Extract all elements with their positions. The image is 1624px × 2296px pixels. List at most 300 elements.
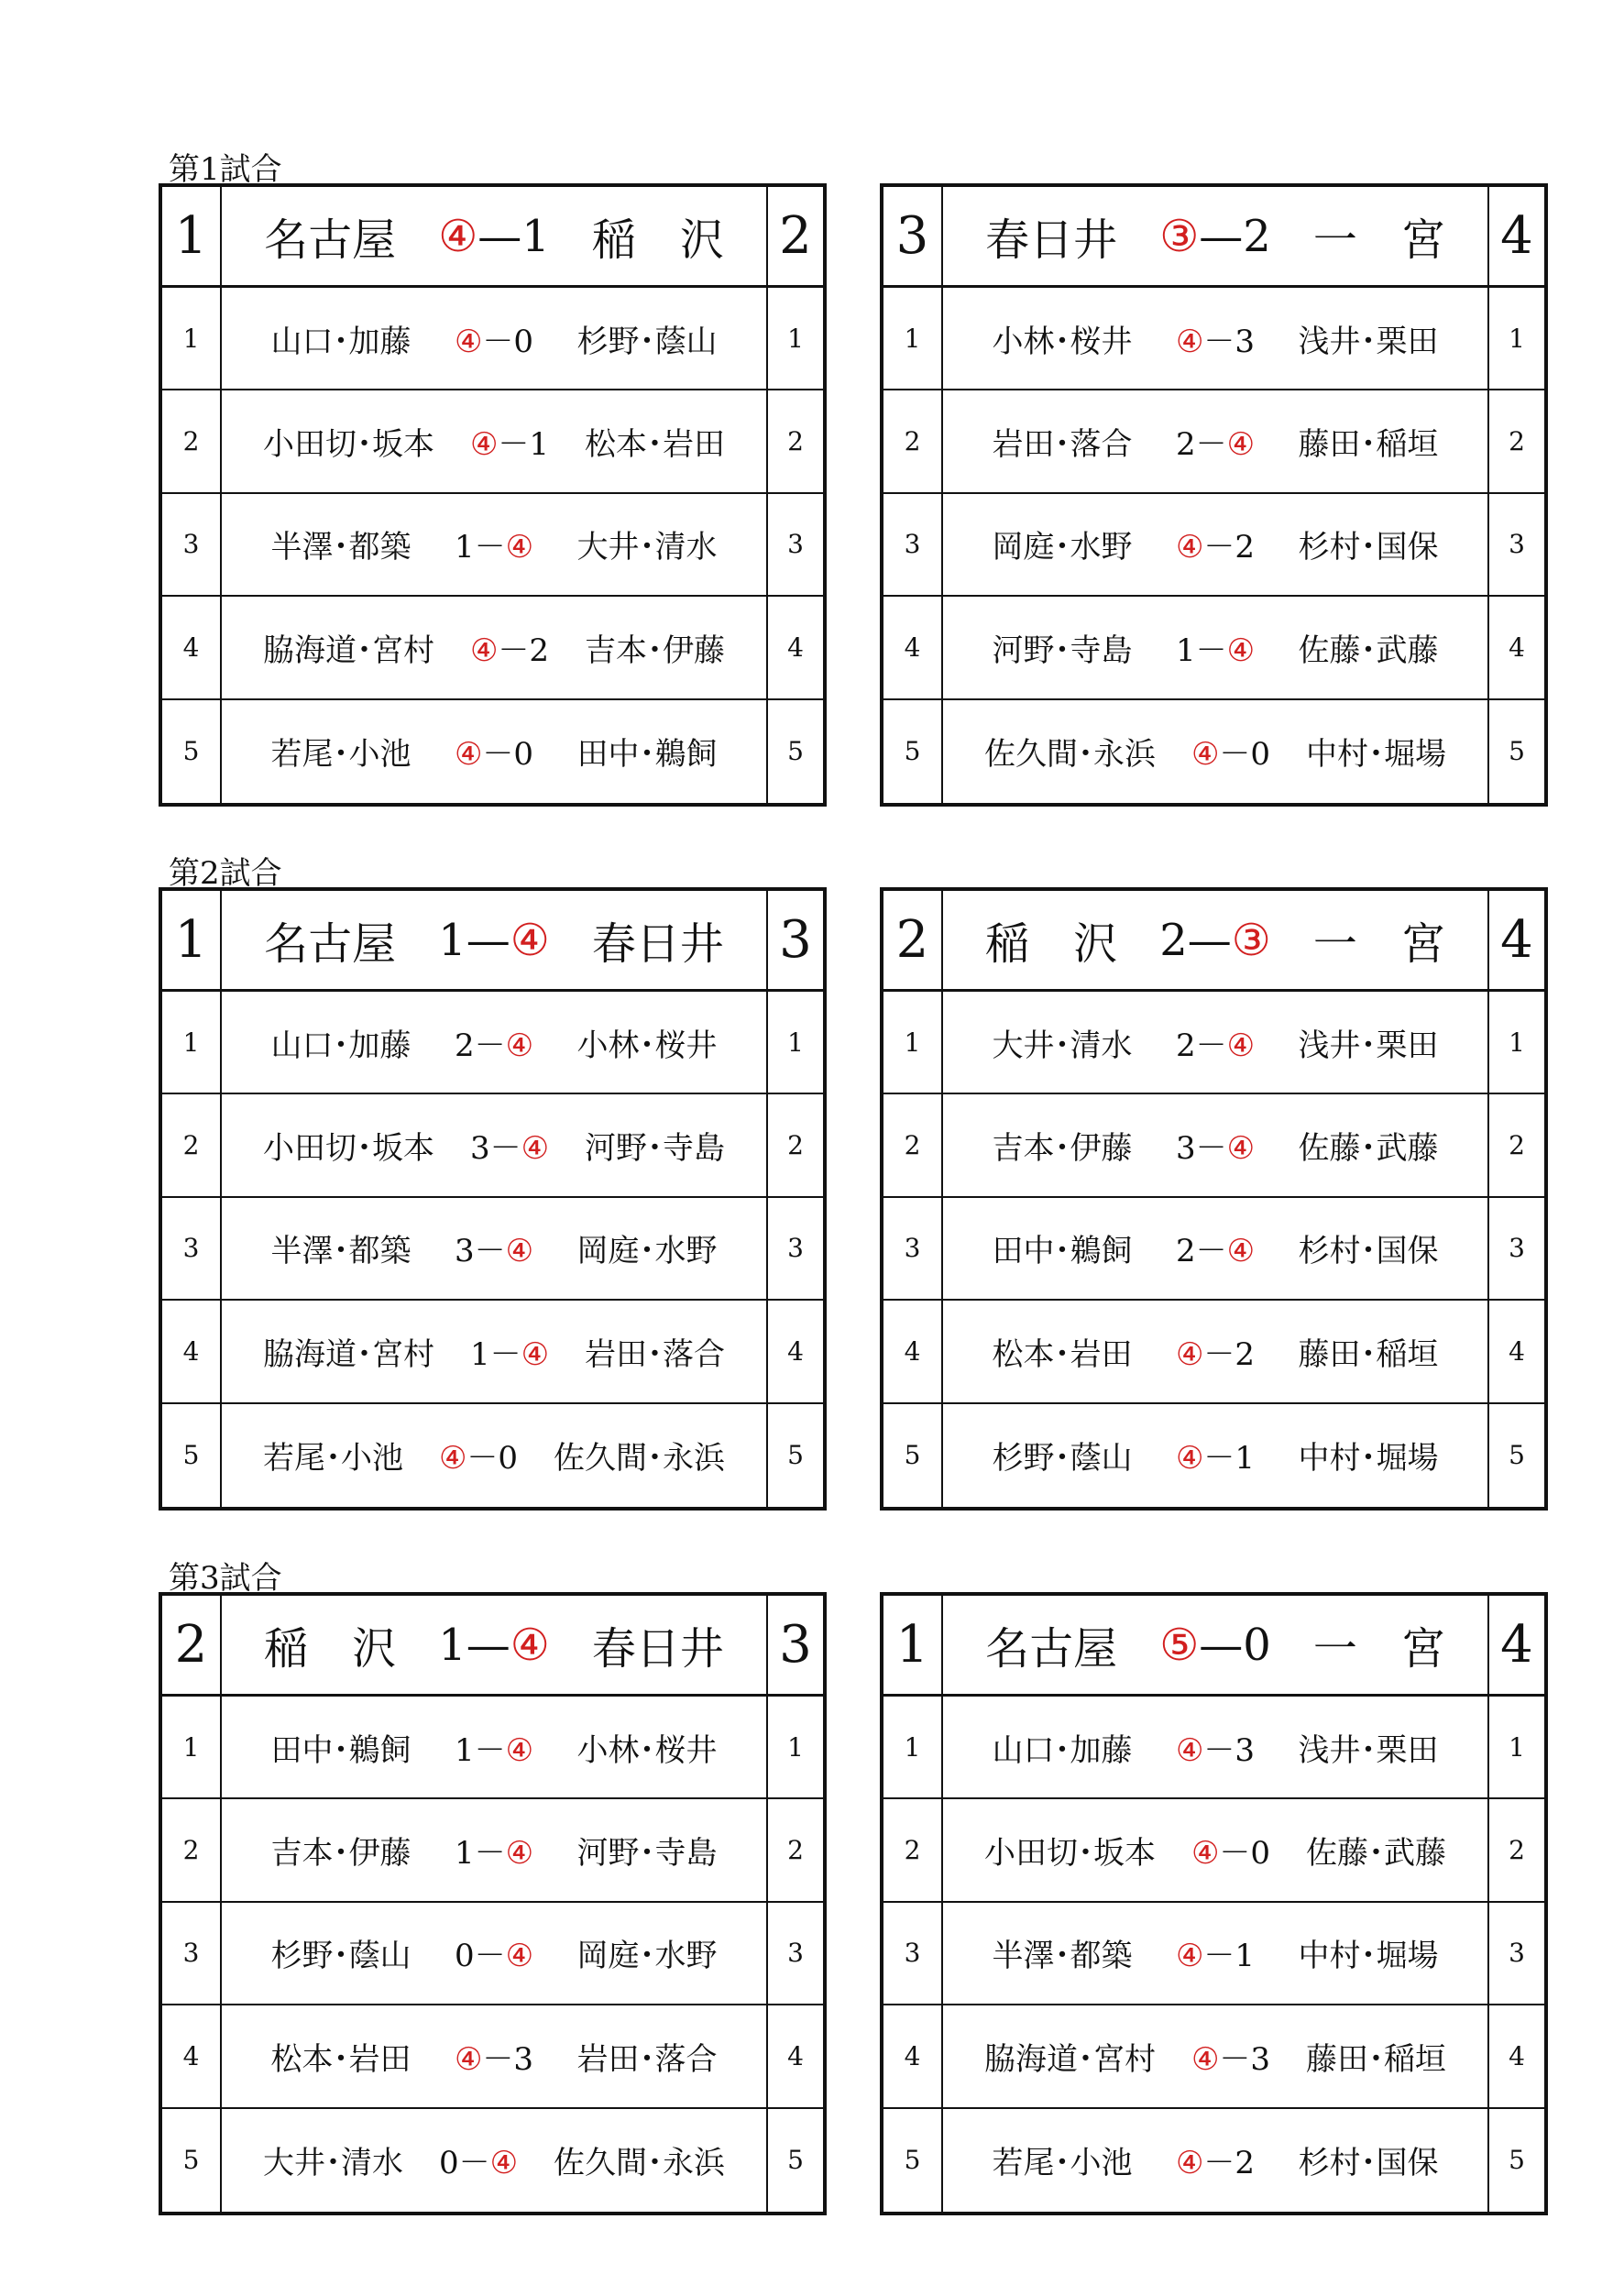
game-score xyxy=(455,1930,533,1975)
right-pair: 田中･鵜飼 xyxy=(576,736,718,774)
game-dash: － xyxy=(1195,1027,1227,1064)
left-pair: 河野･寺島 xyxy=(992,632,1133,669)
game-number: 3 xyxy=(162,494,222,597)
right-team-score: ③ xyxy=(1231,914,1271,966)
game-number: 2 xyxy=(768,1799,823,1902)
left-game-score: ④ xyxy=(1175,1731,1204,1769)
score-dash: — xyxy=(477,210,522,262)
game-number: 5 xyxy=(787,1440,804,1471)
right-game-score: ④ xyxy=(1226,1130,1256,1168)
right-team-seed: 4 xyxy=(1489,1596,1544,1697)
left-team-name: 稲 沢 xyxy=(985,918,1118,970)
right-game-score: ④ xyxy=(505,529,534,566)
left-pair: 佐久間･永浜 xyxy=(983,736,1156,774)
right-game-score: 2 xyxy=(529,632,550,669)
right-pair: 小林･桜井 xyxy=(576,1731,718,1769)
game-dash: － xyxy=(474,1835,506,1873)
game-number: 2 xyxy=(162,1094,222,1197)
right-pair: 浅井･栗田 xyxy=(1298,323,1439,360)
left-game-score: 3 xyxy=(454,1233,475,1270)
team-score xyxy=(1159,211,1271,262)
game-number: 2 xyxy=(1489,1799,1544,1902)
left-pair: 松本･岩田 xyxy=(992,1335,1133,1373)
game-number: 5 xyxy=(162,2109,222,2212)
left-team-name: 名古屋 xyxy=(264,918,397,970)
score-dash: — xyxy=(1199,1619,1244,1671)
game-dash: － xyxy=(1203,1440,1235,1478)
game-row xyxy=(222,1404,768,1507)
right-team-seed: 3 xyxy=(768,1596,823,1697)
game-score xyxy=(1176,1225,1255,1270)
right-pair: 岡庭･水野 xyxy=(576,1233,718,1270)
game-score xyxy=(439,2137,518,2182)
right-game-score: ④ xyxy=(521,1335,550,1373)
right-pair: 佐藤･武藤 xyxy=(1298,632,1439,669)
game-dash: － xyxy=(1203,529,1235,566)
left-team-seed: 1 xyxy=(883,1596,943,1697)
left-game-score: ④ xyxy=(1191,2040,1220,2078)
game-number: 4 xyxy=(1489,597,1544,699)
match-table xyxy=(159,887,827,1511)
right-game-score: 3 xyxy=(1250,2040,1271,2078)
score-dash: — xyxy=(466,1619,510,1671)
score-dash: — xyxy=(1187,914,1232,966)
match-table xyxy=(159,1592,827,2215)
team-score xyxy=(1159,915,1271,966)
left-game-score: 1 xyxy=(469,1335,490,1373)
left-team-seed: 3 xyxy=(883,187,943,288)
right-pair: 佐久間･永浜 xyxy=(554,2145,726,2182)
right-pair: 杉村･国保 xyxy=(1298,2145,1439,2182)
left-game-score: 1 xyxy=(454,1731,475,1769)
right-team-score: ④ xyxy=(510,914,550,966)
right-game-score: ④ xyxy=(505,1027,534,1064)
left-game-score: ④ xyxy=(1191,736,1220,774)
game-row xyxy=(943,2005,1489,2108)
game-number: 2 xyxy=(883,390,943,493)
game-dash: － xyxy=(1203,2145,1235,2182)
game-row xyxy=(222,288,768,390)
right-pair: 藤田･稲垣 xyxy=(1298,1335,1439,1373)
round-label: 第3試合 xyxy=(169,1560,282,1597)
right-game-score: 1 xyxy=(1234,1440,1256,1478)
left-game-score: ④ xyxy=(1175,323,1204,360)
game-row xyxy=(222,1094,768,1197)
game-dash: － xyxy=(1195,632,1227,669)
right-game-score: 0 xyxy=(1250,1835,1271,1873)
right-game-score: 1 xyxy=(529,426,550,464)
game-dash: － xyxy=(1219,2040,1251,2078)
game-score xyxy=(1176,1930,1255,1975)
right-pair: 浅井･栗田 xyxy=(1298,1027,1439,1064)
game-score xyxy=(470,625,549,670)
left-game-score: ④ xyxy=(469,426,499,464)
game-dash: － xyxy=(482,736,514,774)
right-pair: 大井･清水 xyxy=(576,529,718,566)
game-score xyxy=(1176,1433,1255,1478)
game-score xyxy=(455,1225,533,1270)
game-number: 4 xyxy=(768,1301,823,1403)
right-team-name: 一 宮 xyxy=(1312,1623,1445,1675)
game-number: 1 xyxy=(768,1697,823,1799)
left-game-score: 2 xyxy=(454,1027,475,1064)
left-pair: 吉本･伊藤 xyxy=(270,1835,411,1873)
game-score xyxy=(1191,2034,1270,2079)
left-pair: 若尾･小池 xyxy=(992,2145,1133,2182)
left-team-score: 1 xyxy=(438,1619,466,1671)
left-game-score: ④ xyxy=(454,323,483,360)
game-row xyxy=(943,700,1489,803)
game-number: 1 xyxy=(1489,1697,1544,1799)
game-score xyxy=(1176,1020,1255,1065)
game-number: 1 xyxy=(768,992,823,1094)
game-dash: － xyxy=(474,1233,506,1270)
left-pair: 小林･桜井 xyxy=(992,323,1133,360)
right-game-score: ④ xyxy=(505,1731,534,1769)
right-team-seed: 4 xyxy=(1489,187,1544,288)
left-pair: 小田切･坂本 xyxy=(262,426,434,464)
left-pair: 杉野･蔭山 xyxy=(270,1938,411,1975)
right-pair: 中村･堀場 xyxy=(1306,736,1447,774)
right-game-score: ④ xyxy=(521,1130,550,1168)
game-dash: － xyxy=(474,1027,506,1064)
right-game-score: 3 xyxy=(513,2040,534,2078)
match-header xyxy=(943,187,1489,288)
game-number: 3 xyxy=(883,1198,943,1301)
left-pair: 岩田･落合 xyxy=(992,426,1133,464)
right-pair: 藤田･稲垣 xyxy=(1306,2040,1447,2078)
right-game-score: 0 xyxy=(1250,736,1271,774)
left-game-score: 2 xyxy=(1175,1233,1196,1270)
left-team-score: ⑤ xyxy=(1159,1619,1200,1671)
game-dash: － xyxy=(1203,1731,1235,1769)
left-team-score: ④ xyxy=(438,210,478,262)
right-pair: 河野･寺島 xyxy=(585,1130,726,1168)
game-number: 1 xyxy=(1489,992,1544,1094)
game-score xyxy=(470,1123,549,1168)
game-number: 4 xyxy=(162,2005,222,2108)
game-number: 5 xyxy=(883,1404,943,1507)
game-number: 4 xyxy=(883,1301,943,1403)
right-game-score: ④ xyxy=(489,2145,519,2182)
game-row xyxy=(222,494,768,597)
match-header xyxy=(222,1596,768,1697)
game-dash: － xyxy=(458,2145,490,2182)
left-team-seed: 2 xyxy=(162,1596,222,1697)
left-game-score: 0 xyxy=(454,1938,475,1975)
left-pair: 脇海道･宮村 xyxy=(262,632,434,669)
match-table xyxy=(880,887,1548,1511)
game-row xyxy=(943,2109,1489,2212)
game-number: 3 xyxy=(1489,494,1544,597)
left-pair: 半澤･都築 xyxy=(992,1938,1133,1975)
game-row xyxy=(222,390,768,493)
game-dash: － xyxy=(498,632,530,669)
right-team-seed: 3 xyxy=(768,891,823,992)
game-score xyxy=(455,729,533,774)
game-dash: － xyxy=(489,1130,521,1168)
right-pair: 佐藤･武藤 xyxy=(1298,1130,1439,1168)
game-dash: － xyxy=(1203,323,1235,360)
right-pair: 中村･堀場 xyxy=(1298,1938,1439,1975)
right-pair: 杉野･蔭山 xyxy=(576,323,718,360)
left-game-score: ④ xyxy=(1175,1938,1204,1975)
game-number: 3 xyxy=(883,494,943,597)
left-pair: 岡庭･水野 xyxy=(992,529,1133,566)
game-number: 3 xyxy=(1489,1198,1544,1301)
game-score xyxy=(1176,1123,1255,1168)
left-game-score: ④ xyxy=(1175,1440,1204,1478)
team-score xyxy=(438,1620,550,1671)
game-number: 1 xyxy=(162,1697,222,1799)
game-dash: － xyxy=(1195,1130,1227,1168)
game-number: 1 xyxy=(1489,288,1544,390)
left-pair: 小田切･坂本 xyxy=(983,1835,1156,1873)
game-number: 3 xyxy=(768,494,823,597)
left-pair: 大井･清水 xyxy=(262,2145,403,2182)
game-number: 5 xyxy=(1509,2145,1525,2176)
left-game-score: 3 xyxy=(1175,1130,1196,1168)
team-score xyxy=(438,211,550,262)
left-game-score: ④ xyxy=(1175,2145,1204,2182)
right-game-score: 2 xyxy=(1234,1335,1256,1373)
game-row xyxy=(943,1198,1489,1301)
game-number: 3 xyxy=(768,1903,823,2005)
game-row xyxy=(943,1697,1489,1799)
game-dash: － xyxy=(1195,426,1227,464)
game-number: 2 xyxy=(162,390,222,493)
game-score xyxy=(455,316,533,361)
left-game-score: 1 xyxy=(454,529,475,566)
match-header xyxy=(222,891,768,992)
game-score xyxy=(1176,1725,1255,1770)
game-row xyxy=(222,1198,768,1301)
right-game-score: 1 xyxy=(1234,1938,1256,1975)
game-dash: － xyxy=(1203,1938,1235,1975)
left-pair: 松本･岩田 xyxy=(270,2040,411,2078)
game-score xyxy=(1191,1828,1270,1873)
right-game-score: 0 xyxy=(513,323,534,360)
right-game-score: ④ xyxy=(1226,632,1256,669)
right-pair: 藤田･稲垣 xyxy=(1298,426,1439,464)
game-row xyxy=(222,992,768,1094)
right-pair: 浅井･栗田 xyxy=(1298,1731,1439,1769)
right-pair: 河野･寺島 xyxy=(576,1835,718,1873)
left-game-score: ④ xyxy=(438,1440,467,1478)
left-team-name: 名古屋 xyxy=(985,1623,1118,1675)
left-game-score: 3 xyxy=(469,1130,490,1168)
game-number: 4 xyxy=(768,597,823,699)
left-game-score: 2 xyxy=(1175,1027,1196,1064)
left-game-score: ④ xyxy=(454,2040,483,2078)
game-number: 2 xyxy=(768,390,823,493)
game-score xyxy=(1176,419,1255,464)
right-team-name: 一 宮 xyxy=(1312,214,1445,266)
right-game-score: 3 xyxy=(1234,323,1256,360)
game-score xyxy=(455,2034,533,2079)
game-dash: － xyxy=(498,426,530,464)
game-number: 3 xyxy=(883,1903,943,2005)
right-pair: 杉村･国保 xyxy=(1298,529,1439,566)
right-pair: 吉本･伊藤 xyxy=(585,632,726,669)
right-team-name: 一 宮 xyxy=(1312,918,1445,970)
right-team-score: 2 xyxy=(1243,210,1271,262)
right-pair: 杉村･国保 xyxy=(1298,1233,1439,1270)
left-game-score: ④ xyxy=(1175,529,1204,566)
right-team-score: 1 xyxy=(521,210,550,262)
right-pair: 小林･桜井 xyxy=(576,1027,718,1064)
left-pair: 半澤･都築 xyxy=(270,1233,411,1270)
left-pair: 大井･清水 xyxy=(992,1027,1133,1064)
game-dash: － xyxy=(1203,1335,1235,1373)
game-row xyxy=(943,494,1489,597)
game-number: 3 xyxy=(162,1198,222,1301)
right-game-score: ④ xyxy=(1226,1233,1256,1270)
game-row xyxy=(222,2005,768,2108)
game-number: 5 xyxy=(162,700,222,803)
game-score xyxy=(1176,625,1255,670)
game-dash: － xyxy=(474,1731,506,1769)
right-pair: 中村･堀場 xyxy=(1298,1440,1439,1478)
game-number: 5 xyxy=(1509,1440,1525,1471)
right-pair: 佐久間･永浜 xyxy=(554,1440,726,1478)
match-header xyxy=(943,1596,1489,1697)
left-team-seed: 1 xyxy=(162,891,222,992)
game-number: 4 xyxy=(883,2005,943,2108)
right-pair: 松本･岩田 xyxy=(585,426,726,464)
match-table xyxy=(880,1592,1548,2215)
left-pair: 山口･加藤 xyxy=(270,323,411,360)
game-dash: － xyxy=(482,2040,514,2078)
game-row xyxy=(943,1301,1489,1403)
match-table xyxy=(880,183,1548,807)
left-pair: 田中･鵜飼 xyxy=(270,1731,411,1769)
game-number: 2 xyxy=(883,1094,943,1197)
game-number: 5 xyxy=(1509,736,1525,767)
left-game-score: ④ xyxy=(454,736,483,774)
match-header xyxy=(943,891,1489,992)
game-number: 5 xyxy=(787,2145,804,2176)
right-game-score: 2 xyxy=(1234,2145,1256,2182)
game-score xyxy=(470,419,549,464)
left-team-score: ③ xyxy=(1159,210,1200,262)
game-number: 2 xyxy=(162,1799,222,1902)
left-team-seed: 1 xyxy=(162,187,222,288)
game-number: 2 xyxy=(883,1799,943,1902)
game-score xyxy=(439,1433,518,1478)
right-pair: 岡庭･水野 xyxy=(576,1938,718,1975)
right-game-score: ④ xyxy=(505,1233,534,1270)
left-pair: 脇海道･宮村 xyxy=(983,2040,1156,2078)
game-dash: － xyxy=(474,529,506,566)
left-pair: 山口･加藤 xyxy=(270,1027,411,1064)
game-number: 5 xyxy=(883,2109,943,2212)
game-row xyxy=(943,1404,1489,1507)
game-number: 2 xyxy=(1489,390,1544,493)
right-game-score: ④ xyxy=(1226,1027,1256,1064)
team-score xyxy=(438,915,550,966)
left-pair: 脇海道･宮村 xyxy=(262,1335,434,1373)
game-number: 4 xyxy=(1489,2005,1544,2108)
left-game-score: 0 xyxy=(438,2145,459,2182)
game-number: 1 xyxy=(883,288,943,390)
game-number: 4 xyxy=(162,1301,222,1403)
game-number: 1 xyxy=(162,288,222,390)
left-game-score: 1 xyxy=(454,1835,475,1873)
game-score xyxy=(455,522,533,566)
right-pair: 岩田･落合 xyxy=(576,2040,718,2078)
left-team-score: 2 xyxy=(1159,914,1188,966)
left-pair: 杉野･蔭山 xyxy=(992,1440,1133,1478)
game-row xyxy=(943,390,1489,493)
match-header xyxy=(222,187,768,288)
game-number: 1 xyxy=(883,992,943,1094)
left-team-name: 名古屋 xyxy=(264,214,397,266)
game-score xyxy=(1191,729,1270,774)
right-team-score: ④ xyxy=(510,1619,550,1671)
game-score xyxy=(470,1329,549,1374)
game-row xyxy=(222,597,768,699)
game-score xyxy=(1176,316,1255,361)
game-number: 1 xyxy=(883,1697,943,1799)
left-pair: 小田切･坂本 xyxy=(262,1130,434,1168)
left-pair: 山口･加藤 xyxy=(992,1731,1133,1769)
left-team-name: 春日井 xyxy=(985,214,1118,266)
game-number: 4 xyxy=(162,597,222,699)
game-score xyxy=(455,1725,533,1770)
game-number: 3 xyxy=(768,1198,823,1301)
game-number: 1 xyxy=(162,992,222,1094)
right-team-seed: 4 xyxy=(1489,891,1544,992)
game-number: 2 xyxy=(1489,1094,1544,1197)
left-team-name: 稲 沢 xyxy=(264,1623,397,1675)
game-row xyxy=(943,597,1489,699)
right-game-score: 0 xyxy=(498,1440,519,1478)
team-score xyxy=(1159,1620,1271,1671)
game-number: 5 xyxy=(162,1404,222,1507)
right-team-name: 春日井 xyxy=(591,1623,724,1675)
right-game-score: ④ xyxy=(1226,426,1256,464)
game-row xyxy=(222,1301,768,1403)
game-score xyxy=(1176,2137,1255,2182)
game-row xyxy=(222,1697,768,1799)
left-game-score: 2 xyxy=(1175,426,1196,464)
match-table xyxy=(159,183,827,807)
game-row xyxy=(222,2109,768,2212)
game-row xyxy=(222,1903,768,2005)
right-team-name: 春日井 xyxy=(591,918,724,970)
game-number: 4 xyxy=(883,597,943,699)
score-dash: — xyxy=(1199,210,1244,262)
right-pair: 佐藤･武藤 xyxy=(1306,1835,1447,1873)
game-dash: － xyxy=(489,1335,521,1373)
left-pair: 吉本･伊藤 xyxy=(992,1130,1133,1168)
game-dash: － xyxy=(1219,1835,1251,1873)
right-team-name: 稲 沢 xyxy=(591,214,724,266)
left-team-score: 1 xyxy=(438,914,466,966)
game-number: 1 xyxy=(768,288,823,390)
game-score xyxy=(1176,522,1255,566)
game-dash: － xyxy=(474,1938,506,1975)
game-dash: － xyxy=(1219,736,1251,774)
game-row xyxy=(943,1094,1489,1197)
game-dash: － xyxy=(466,1440,499,1478)
game-row xyxy=(943,1799,1489,1902)
round-label: 第1試合 xyxy=(169,151,282,188)
left-pair: 若尾･小池 xyxy=(262,1440,403,1478)
game-dash: － xyxy=(1195,1233,1227,1270)
right-game-score: ④ xyxy=(505,1938,534,1975)
